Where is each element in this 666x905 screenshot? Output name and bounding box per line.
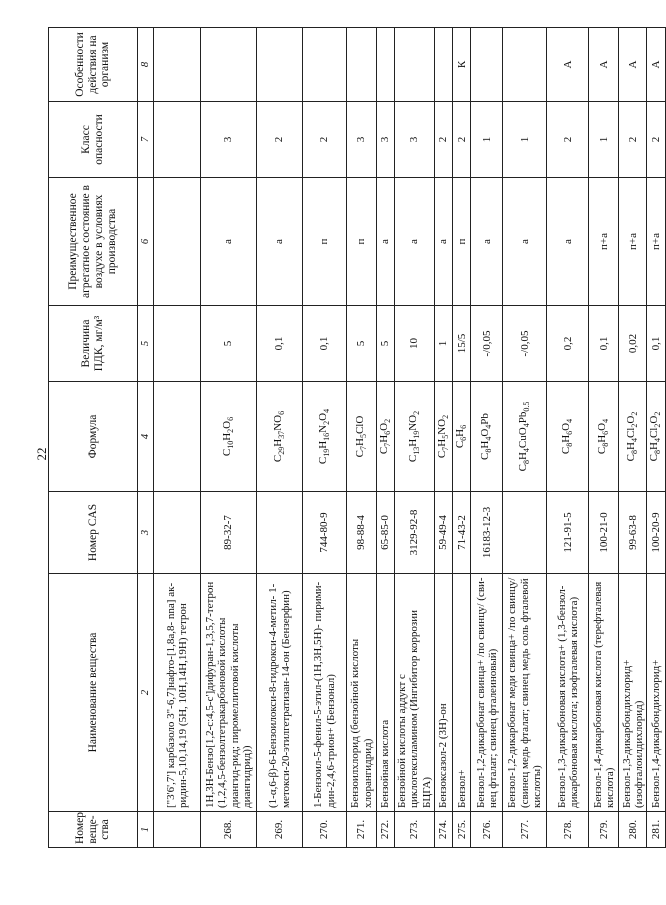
cas-number (257, 492, 303, 574)
aggregate-state: а (471, 178, 503, 306)
effect-note (377, 28, 395, 102)
hazard-class: 1 (589, 102, 619, 178)
substance-name: Бензол-1,3-дикарбондихлорид+ (изофталоилдихлорид) (619, 574, 647, 812)
formula: $C_8H_6O_4$ (547, 382, 589, 492)
header-number: Номер веще-ства (49, 812, 138, 848)
formula: $C_{19}H_{16}N_2O_4$ (303, 382, 347, 492)
hazard-class: 2 (453, 102, 471, 178)
effect-note: К (453, 28, 471, 102)
row-number: 268. (201, 812, 257, 848)
cas-number: 59-49-4 (435, 492, 453, 574)
cas-number: 71-43-2 (453, 492, 471, 574)
substance-name: Бензойной кислоты аддукт с циклогексиламином (Ингибитор коррозии БЦГА) (395, 574, 435, 812)
aggregate-state: а (257, 178, 303, 306)
column-index: 4 (138, 382, 154, 492)
header-effect: Особенности действия на организм (49, 28, 138, 102)
effect-note (435, 28, 453, 102)
row-number: 277. (503, 812, 547, 848)
header-pdk: Величина ПДК, мг/м³ (49, 306, 138, 382)
formula: $C_8H_4CuO_4Pb_{0.5}$ (503, 382, 547, 492)
table-row (503, 28, 547, 848)
substance-table (48, 27, 666, 848)
substance-name: 1Н,3Н-Бензо[1,2-c:4,5-c']дифуран-1,3,5,7-тетрон (1,2,4,5-бензолтетракарбоновой кислоты диангид-рид; пиромеллитовой кислоты диангидрид)) (201, 574, 257, 812)
hazard-class: 3 (201, 102, 257, 178)
effect-note (347, 28, 377, 102)
formula: $C_{29}H_{37}NO_6$ (257, 382, 303, 492)
row-number: 278. (547, 812, 589, 848)
pdk-value: 5 (201, 306, 257, 382)
aggregate-state: п (453, 178, 471, 306)
formula: $C_7H_5ClO$ (347, 382, 377, 492)
pdk-value: 0,2 (547, 306, 589, 382)
aggregate-state: а (503, 178, 547, 306)
pdk-value: 15/5 (453, 306, 471, 382)
effect-note (503, 28, 547, 102)
column-index: 7 (138, 102, 154, 178)
row-number: 269. (257, 812, 303, 848)
rotated-page (48, 28, 663, 848)
aggregate-state: а (395, 178, 435, 306)
row-number: 274. (435, 812, 453, 848)
substance-name: Бензол-1,3-дикарбоновая кислота+ (1,3-бензол-дикарбоновая кислота; изофталевая кислота) (547, 574, 589, 812)
table-row (395, 28, 435, 848)
table-row (435, 28, 453, 848)
pdk-value: 0,1 (647, 306, 665, 382)
column-index: 6 (138, 178, 154, 306)
cas-number: 3129-92-8 (395, 492, 435, 574)
formula: $C_8H_4O_4Pb$ (471, 382, 503, 492)
aggregate-state: а (201, 178, 257, 306)
effect-note (471, 28, 503, 102)
hazard-class: 2 (303, 102, 347, 178)
hazard-class: 3 (347, 102, 377, 178)
header-row (49, 28, 138, 848)
row-number: 279. (589, 812, 619, 848)
row-number: 273. (395, 812, 435, 848)
aggregate-state: п (303, 178, 347, 306)
pdk-value: 5 (347, 306, 377, 382)
hazard-class: 2 (547, 102, 589, 178)
aggregate-state: п+а (589, 178, 619, 306)
row-number: 271. (347, 812, 377, 848)
pdk-value: 0,1 (589, 306, 619, 382)
table-row (303, 28, 347, 848)
column-index: 8 (138, 28, 154, 102)
header-name: Наименование вещества (49, 574, 138, 812)
substance-name: Бензол-1,2-дикарбонат свинца+ /по свинцу/ (сви-нец фталат; свинец фталеиновый) (471, 574, 503, 812)
pdk-value: -/0,05 (471, 306, 503, 382)
effect-note: А (589, 28, 619, 102)
cas-number: 100-21-0 (589, 492, 619, 574)
aggregate-state: а (435, 178, 453, 306)
table-row (347, 28, 377, 848)
pdk-value: 1 (435, 306, 453, 382)
effect-note (257, 28, 303, 102)
substance-name: Бензол+ (453, 574, 471, 812)
hazard-class: 2 (619, 102, 647, 178)
header-state: Преимущественное агрегатное состояние в воздухе в условиях производства (49, 178, 138, 306)
pdk-value: 0,02 (619, 306, 647, 382)
substance-name: (1-α,6-β)-6-Бензоилокси-8-гидрокси-4-метил- 1-метокси-20-этилгетратизан-14-он (Бензерфин) (257, 574, 303, 812)
effect-note (201, 28, 257, 102)
hazard-class: 2 (257, 102, 303, 178)
row-number: 276. (471, 812, 503, 848)
substance-name: Бензоксазол-2 (3Н)-он (435, 574, 453, 812)
formula: $C_7H_6O_2$ (377, 382, 395, 492)
cas-number: 121-91-5 (547, 492, 589, 574)
table-row (589, 28, 619, 848)
effect-note (395, 28, 435, 102)
formula: $C_{10}H_2O_6$ (201, 382, 257, 492)
cas-number: 744-80-9 (303, 492, 347, 574)
aggregate-state: а (377, 178, 395, 306)
hazard-class: 1 (471, 102, 503, 178)
aggregate-state: п (347, 178, 377, 306)
continuation-number (154, 812, 201, 848)
cas-number: 98-88-4 (347, 492, 377, 574)
header-hazard: Класс опасности (49, 102, 138, 178)
header-formula: Формула (49, 382, 138, 492)
cas-number: 16183-12-3 (471, 492, 503, 574)
row-number: 270. (303, 812, 347, 848)
substance-name: Бензол-1,2-дикарбонат меди свинца+ /по свинцу/ (свинец медь фталат; свинец медь соль фталевой кислоты) (503, 574, 547, 812)
column-index: 1 (138, 812, 154, 848)
formula: $C_{13}H_{19}NO_2$ (395, 382, 435, 492)
substance-name: Бензоилхлорид (бензойной кислоты хлорангидрид) (347, 574, 377, 812)
formula: $C_8H_4Cl_2O_2$ (647, 382, 665, 492)
cas-number: 100-20-9 (647, 492, 665, 574)
aggregate-state: п+а (647, 178, 665, 306)
column-index: 5 (138, 306, 154, 382)
header-cas: Номер CAS (49, 492, 138, 574)
hazard-class: 2 (435, 102, 453, 178)
pdk-value: 0,1 (303, 306, 347, 382)
cas-number: 99-63-8 (619, 492, 647, 574)
column-index: 3 (138, 492, 154, 574)
pdk-value: -/0,05 (503, 306, 547, 382)
pdk-value: 5 (377, 306, 395, 382)
table-row (377, 28, 395, 848)
row-number: 280. (619, 812, 647, 848)
table-row (453, 28, 471, 848)
row-number: 272. (377, 812, 395, 848)
formula: $C_8H_6O_4$ (589, 382, 619, 492)
table-row (471, 28, 503, 848)
pdk-value: 10 (395, 306, 435, 382)
substance-name: Бензойная кислота (377, 574, 395, 812)
formula: $C_8H_4Cl_2O_2$ (619, 382, 647, 492)
continuation-name: ["3'6',7'] карбазоло 3"-6,7]нафто-[1,8a,8- nna] ак-ридин-5,10,14,19 (5Н, 10Н,14Н,19Н) тетрон (154, 574, 201, 812)
hazard-class: 1 (503, 102, 547, 178)
table-row (647, 28, 665, 848)
aggregate-state: п+а (619, 178, 647, 306)
effect-note (303, 28, 347, 102)
cas-number: 89-32-7 (201, 492, 257, 574)
substance-name: Бензол-1,4-дикарбондихлорид+ (647, 574, 665, 812)
row-number: 275. (453, 812, 471, 848)
pdk-value: 0,1 (257, 306, 303, 382)
aggregate-state: а (547, 178, 589, 306)
row-number: 281. (647, 812, 665, 848)
table-row (547, 28, 589, 848)
effect-note: А (547, 28, 589, 102)
table-row (619, 28, 647, 848)
column-index-row (138, 28, 154, 848)
column-index: 2 (138, 574, 154, 812)
effect-note: А (647, 28, 665, 102)
continuation-row (154, 28, 201, 848)
page-number: 22 (34, 447, 49, 461)
formula: $C_7H_5NO_2$ (435, 382, 453, 492)
cas-number (503, 492, 547, 574)
substance-name: 1-Бензоил-5-фенил-5-этил-(1Н,3Н,5Н)- пирими-дин-2,4,6-трион+ (Бензонал) (303, 574, 347, 812)
cas-number: 65-85-0 (377, 492, 395, 574)
hazard-class: 3 (377, 102, 395, 178)
hazard-class: 3 (395, 102, 435, 178)
table-row (257, 28, 303, 848)
table-row (201, 28, 257, 848)
substance-name: Бензол-1,4-дикарбоновая кислота (терефталевая кислота) (589, 574, 619, 812)
effect-note: А (619, 28, 647, 102)
formula: $C_6H_6$ (453, 382, 471, 492)
hazard-class: 2 (647, 102, 665, 178)
